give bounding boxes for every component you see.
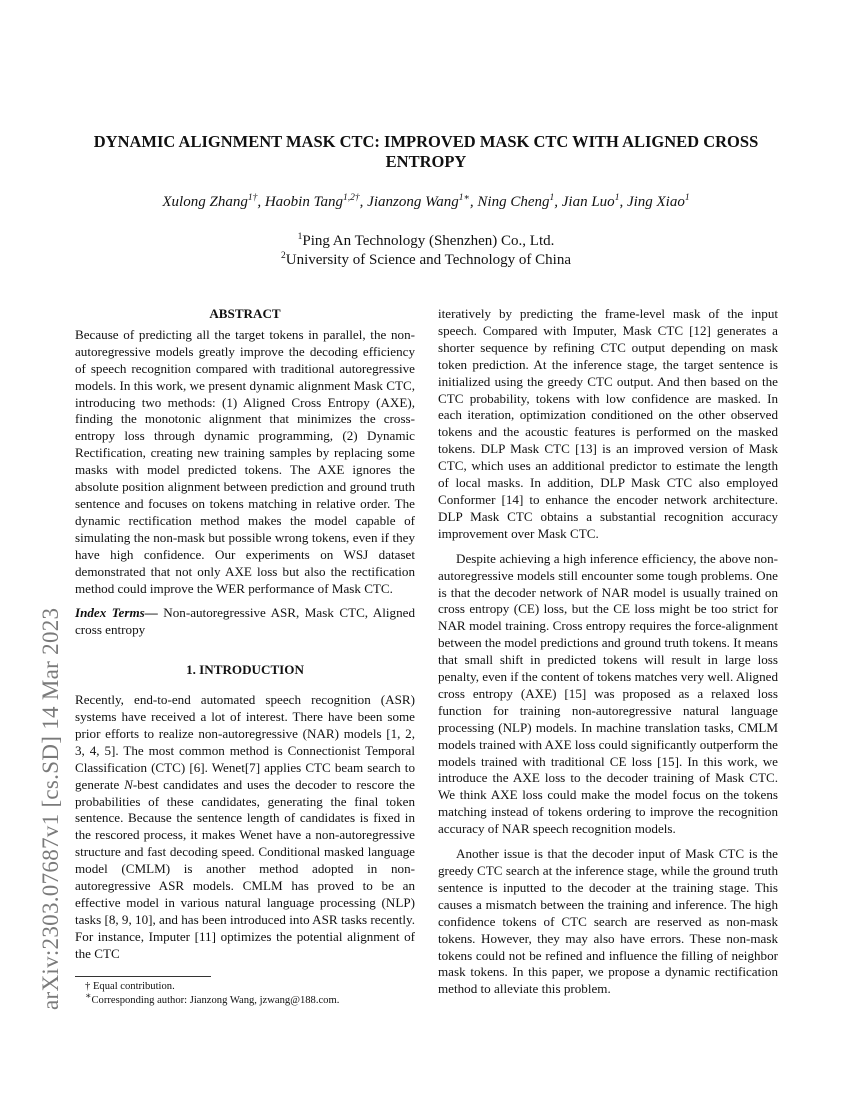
left-column: [75, 306, 415, 963]
footnote-divider: [75, 976, 211, 977]
author-list: [75, 192, 777, 212]
footnote: † Equal contribution.: [85, 981, 175, 992]
intro-paragraph: Recently, end-to-end automated speech recognition (ASR) systems have received a lot of interest. There have been some prior efforts to realize non-autoregressive (NAR) models [1, 2, 3, 4, 5]. The most common method is Connectionist Temporal Classification (CTC) [6]. Wenet[7] applies CTC beam search to generate N-best candidates and uses the decoder to rescore the probabilities of these candidates, generating the final token sentence. Because the sentence length of candidates is fixed in the rescored process, it makes Wenet have a non-autoregressive structure and fast decoding speed. Conditional masked language model (CMLM) is another method adopted in non-autoregressive ASR models. CMLM has proved to be an effective model in various natural language processing (NLP) tasks [8, 9, 10], and has been introduced into ASR tasks recently. For instance, Imputer [11] optimizes the potential alignment of the CTC: [75, 692, 415, 961]
author: Jian Luo$^1$,: [561, 193, 627, 210]
author: Jing Xiao$^1$: [626, 193, 690, 210]
intro-paragraph: Another issue is that the decoder input of Mask CTC is the greedy CTC search at the inference stage, while the ground truth sentence is inputted to the decoder at the training stage. This causes a mismatch between the training and inference. The high confidence tokens of CTC search are reserved as non-mask tokens. However, they may also have errors. These non-mask tokens could not be refined and influence the filling of neighbor mask tokens. In this paper, we propose a dynamic rectification method to alleviate this problem.: [438, 846, 778, 997]
author: Ning Cheng$^1$,: [477, 193, 562, 210]
abstract-heading: ABSTRACT: [209, 306, 281, 321]
index-terms-label: Index Terms—: [75, 605, 158, 621]
right-column: [438, 306, 778, 998]
abstract-text: Because of predicting all the target tokens in parallel, the non-autoregressive models greatly improve the decoding efficiency of speech recognition compared with traditional autoregressive models. In this work, we present dynamic alignment Mask CTC, introducing two methods: (1) Aligned Cross Entropy (AXE), finding the monotonic alignment that minimizes the cross-entropy loss through dynamic programming, (2) Dynamic Rectification, creating new training samples by replacing some masks with model predicted tokens. The AXE ignores the absolute position alignment between prediction and ground truth sentence and focuses on tokens matching in relative order. The dynamic rectification method makes the model capable of simulating the non-mask but possible wrong tokens, even if they have high confidence. Our experiments on WSJ dataset demonstrated that not only AXE loss but also the rectification method could improve the WER performance of Mask CTC.: [75, 326, 415, 596]
author: Jianzong Wang$^{1∗}$,: [367, 193, 478, 210]
paper-title: DYNAMIC ALIGNMENT MASK CTC: IMPROVED MASK CTC WITH ALIGNED CROSS ENTROPY: [93, 132, 759, 171]
footnote: ∗Corresponding author: Jianzong Wang, jzwang@188.com.: [85, 990, 340, 1006]
affiliation: $^1$Ping An Technology (Shenzhen) Co., Ltd.: [297, 232, 555, 249]
intro-paragraph: Despite achieving a high inference efficiency, the above non-autoregressive models still encounter some tough problems. One is that the decoder network of NAR model is usually trained on cross entropy (CE) loss, but the CE loss might be too strict for NAR model training. Cross entropy requires the force-alignment between the model predictions and ground truth tokens. It means that small shift in predicted tokens will result in large loss penalty, even if the content of tokens matches very well. Aligned cross entropy (AXE) [15] was proposed as a relaxed loss function for training non-autoregressive natural language processing (NLP) models. In machine translation tasks, CMLM models trained with AXE loss could significantly outperform the models trained with traditional CE loss [15]. In this work, we introduce the AXE loss to the decoder training of Mask CTC. We think AXE loss could make the model focus on the tokens matching instead of tokens ordering to improve the recognition accuracy of NAR speech recognition models.: [438, 550, 778, 837]
index-terms: Index Terms— Non-autoregressive ASR, Mask CTC, Aligned cross entropy: [75, 605, 415, 638]
intro-paragraph: iteratively by predicting the frame-level mask of the input speech. Compared with Imputer, Mask CTC [12] generates a shorter sequence by refining CTC output depending on mask token prediction. At the inference stage, the target sentence is initialized using the greedy CTC output. And then based on the CTC probability, tokens with low confidence are masked. In each iteration, optimization conditioned on the other observed tokens and the acoustic features is performed on the masked tokens. DLP Mask CTC [13] is an improved version of Mask CTC, which uses an additional predictor to estimate the length of local masks. In addition, DLP Mask CTC also employed Conformer [14] to enhance the encoder network architecture. DLP Mask CTC obtains a substantial recognition accuracy improvement over Mask CTC.: [438, 306, 778, 541]
affiliation: $^2$University of Science and Technology of China: [280, 251, 572, 268]
section-heading-introduction: 1. INTRODUCTION: [186, 662, 304, 678]
author: Haobin Tang$^{1,2\dagger}$,: [264, 193, 368, 210]
footnotes: [75, 980, 415, 1007]
arxiv-identifier: arXiv:2303.07687v1 [cs.SD] 14 Mar 2023: [38, 607, 63, 1010]
author: Xulong Zhang$^{1\dagger}$,: [162, 193, 265, 210]
